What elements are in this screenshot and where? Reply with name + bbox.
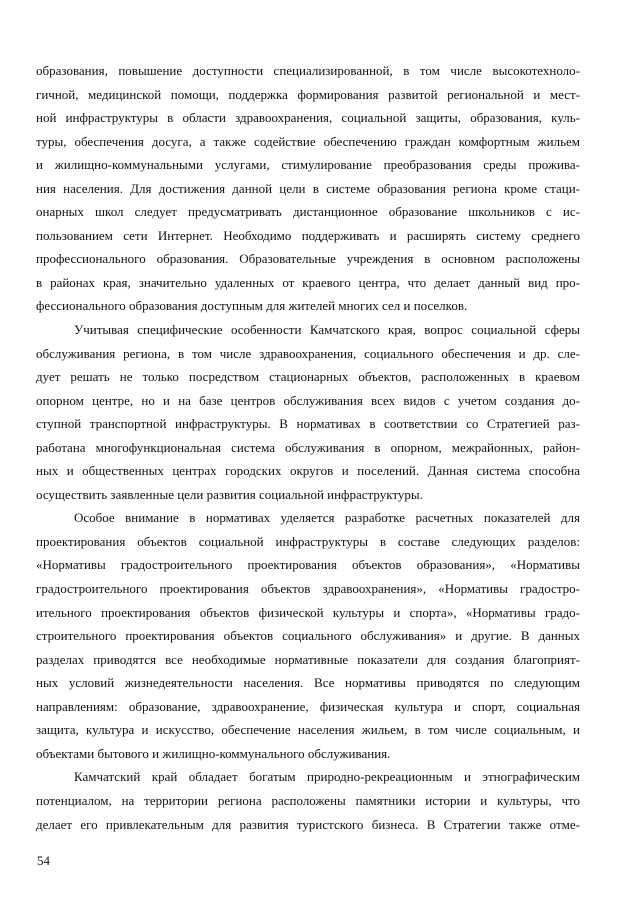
text-line: потенциалом, на территории региона расположены памятники истории и культуры, что [36,792,580,808]
text-line: ния населения. Для достижения данной цели в системе образования региона кроме стаци- [36,180,580,196]
text-line: туры, обеспечения досуга, а также содействие обеспечению граждан комфортным жильем [36,133,580,149]
paragraph-first-line: Учитывая специфические особенности Камчатского края, вопрос социальной сферы [74,322,580,338]
text-line: делает его привлекательным для развития туристского бизнеса. В Стратегии также отме- [36,816,580,832]
text-line: «Нормативы градостроительного проектирования объектов образования», «Нормативы [36,557,580,573]
text-line: в районах края, значительно удаленных от краевого центра, что делает данный вид про- [36,274,580,290]
text-line: фессионального образования доступным для жителей многих сел и поселков. [36,298,468,314]
text-line: онарных школ следует предусматривать дистанционное образование школьников с ис- [36,204,580,220]
text-line: обслуживания региона, в том числе здравоохранения, социального обеспечения и др. сле- [36,345,580,361]
text-line: градостроительного проектирования объектов здравоохранения», «Нормативы градостро- [36,581,580,597]
text-line: работана многофункциональная система обслуживания в опорном, межрайонных, район- [36,439,580,455]
text-line: профессионального образования. Образовательные учреждения в основном расположены [36,251,580,267]
text-line: и жилищно-коммунальными услугами, стимулирование преобразования среды прожива- [36,157,580,173]
text-line: опорном центре, но и на базе центров обслуживания всех видов с учетом создания до- [36,392,580,408]
paragraph-first-line: Особое внимание в нормативах уделяется разработке расчетных показателей для [74,510,580,526]
text-line: ных и общественных центрах городских округов и поселений. Данная система способна [36,463,580,479]
text-line: ных условий жизнедеятельности населения. Все нормативы приводятся по следующим [36,675,580,691]
text-line: проектирования объектов социальной инфраструктуры в составе следующих разделов: [36,533,580,549]
text-line: образования, повышение доступности специализированной, в том числе высокотехноло- [36,63,580,78]
text-line: объектами бытового и жилищно-коммунального обслуживания. [36,745,391,761]
text-line: дует решать не только посредством стационарных объектов, расположенных в краевом [36,369,580,385]
paragraph-first-line: Камчатский край обладает богатым природно-рекреационным и этнографическим [74,769,580,785]
text-line: ной инфраструктуры в области здравоохранения, социальной защиты, образования, куль- [36,110,580,126]
text-line: ительного проектирования объектов физической культуры и спорта», «Нормативы градо- [36,604,580,620]
text-line: строительного проектирования объектов социального обслуживания» и другие. В данных [36,628,580,644]
text-line: ступной транспортной инфраструктуры. В нормативах в соответствии со Стратегией раз- [36,416,580,432]
text-line: осуществить заявленные цели развития социальной инфраструктуры. [36,486,423,502]
text-line: направлениям: образование, здравоохранение, физическая культура и спорт, социальная [36,698,580,714]
text-line: разделах приводятся все необходимые нормативные показатели для создания благоприят- [36,651,580,667]
body-text [36,59,580,836]
text-line: защита, культура и искусство, обеспечение населения жильем, в том числе социальным, и [36,722,580,738]
text-line: гичной, медицинской помощи, поддержка формирования развитой региональной и мест- [36,86,580,102]
page-number: 54 [37,853,50,868]
text-line: пользованием сети Интернет. Необходимо поддерживать и расширять систему среднего [36,227,580,243]
